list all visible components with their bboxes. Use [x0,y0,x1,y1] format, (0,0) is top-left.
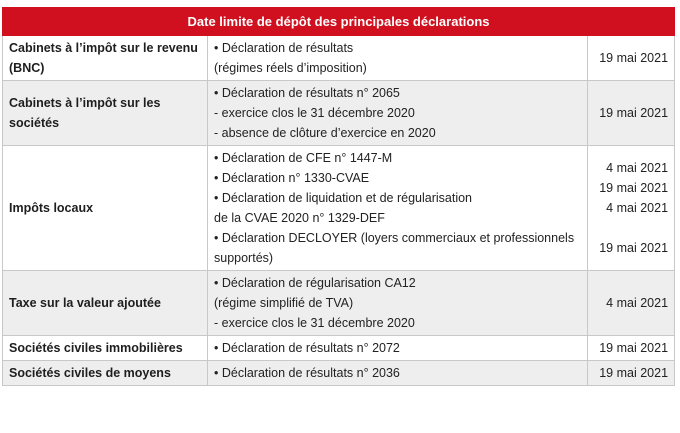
declaration-line: • Déclaration de régularisation CA12 [214,276,416,290]
deadline-date: 4 mai 2021 [606,201,669,215]
date-cell [588,81,675,146]
deadline-date: 19 mai 2021 [599,366,669,380]
table-row [3,81,675,146]
deadline-date: 4 mai 2021 [606,161,669,175]
table-row [3,146,675,271]
declarations-cell [208,336,588,361]
category-cell: Sociétés civiles immobilières [3,336,208,361]
declaration-line: - exercice clos le 31 décembre 2020 [214,106,415,120]
declaration-line: • Déclaration de résultats n° 2065 [214,86,400,100]
declaration-line: - absence de clôture d’exercice en 2020 [214,126,436,140]
declarations-table [2,7,675,386]
table-row [3,36,675,81]
date-cell [588,271,675,336]
table-title: Date limite de dépôt des principales déclarations [3,8,675,36]
table-row [3,336,675,361]
declaration-line: • Déclaration de résultats n° 2072 [214,341,400,355]
deadline-date-spacer [594,218,668,238]
category-cell: Sociétés civiles de moyens [3,361,208,386]
declaration-line: (régime simplifié de TVA) [214,296,354,310]
table-row [3,271,675,336]
table-row [3,361,675,386]
deadline-date: 19 mai 2021 [599,106,669,120]
declarations-cell [208,36,588,81]
category-cell: Taxe sur la valeur ajoutée [3,271,208,336]
declaration-line: • Déclaration de résultats [214,41,354,55]
declaration-line: • Déclaration de liquidation et de régularisation [214,191,473,205]
date-cell [588,36,675,81]
declaration-line: • Déclaration DECLOYER (loyers commerciaux et professionnels supportés) [214,231,575,265]
date-cell [588,146,675,271]
date-cell [588,361,675,386]
declarations-cell [208,146,588,271]
declarations-cell [208,81,588,146]
deadline-date: 4 mai 2021 [606,296,669,310]
deadline-date: 19 mai 2021 [599,51,669,65]
declaration-line: • Déclaration de CFE n° 1447-M [214,151,393,165]
declaration-line: - exercice clos le 31 décembre 2020 [214,316,415,330]
declaration-line: • Déclaration de résultats n° 2036 [214,366,400,380]
declarations-cell [208,361,588,386]
deadline-date: 19 mai 2021 [599,241,669,255]
date-cell [588,336,675,361]
deadline-date: 19 mai 2021 [599,341,669,355]
declaration-line: • Déclaration n° 1330-CVAE [214,171,370,185]
category-cell: Cabinets à l’impôt sur le revenu (BNC) [3,36,208,81]
deadline-date: 19 mai 2021 [599,181,669,195]
declarations-cell [208,271,588,336]
declaration-line: de la CVAE 2020 n° 1329-DEF [214,211,385,225]
category-cell: Cabinets à l’impôt sur les sociétés [3,81,208,146]
category-cell: Impôts locaux [3,146,208,271]
declaration-line: (régimes réels d’imposition) [214,61,367,75]
